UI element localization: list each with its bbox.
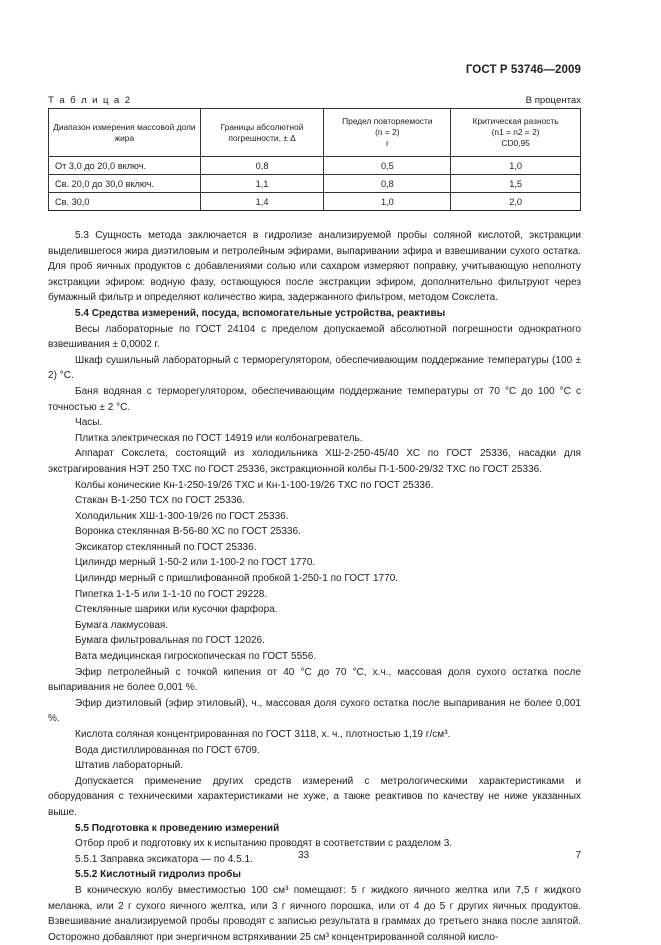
col-header-critical-difference: Критическая разность (n1 = n2 = 2) CD0,95 bbox=[451, 109, 581, 157]
table-cell: 2,0 bbox=[451, 193, 581, 211]
page-number: 33 bbox=[298, 850, 310, 861]
paragraph: Вата медицинская гигроскопическая по ГОСТ 5556. bbox=[75, 651, 317, 663]
paragraph: Эфир диэтиловый (эфир этиловый), ч., массовая доля сухого остатка после выпаривания не более 0,001 %. bbox=[48, 697, 581, 725]
table-cell: 1,4 bbox=[200, 193, 324, 211]
col-header-error: Границы абсолютной погрешности, ± Δ bbox=[200, 109, 324, 157]
table-cell: 0,5 bbox=[324, 157, 451, 175]
paragraph: Штатив лабораторный. bbox=[75, 760, 183, 772]
paragraph: В коническую колбу вместимостью 100 см³ помещают: 5 г жидкого яичного желтка или 7,5 г жидкого меланжа, или 2 г сухого яичного желтка, или 3 г яичного порошка, или от 4 до 5 г других яичных продуктов. Взвешивание анализируемой пробы проводят с записью результата в граммах до третьего знака после запятой. Осторожно добавляют при энергичном встряхивании 25 см³ концентрированной соляной кисло- bbox=[48, 884, 581, 943]
table-caption: Т а б л и ц а 2 bbox=[48, 95, 132, 106]
table-cell: От 3,0 до 20,0 включ. bbox=[49, 157, 201, 175]
table-cell: Св. 20,0 до 30,0 включ. bbox=[49, 175, 201, 193]
table-row bbox=[49, 175, 581, 193]
paragraph: Весы лабораторные по ГОСТ 24104 с пределом допускаемой абсолютной погрешности однократного взвешивания ± 0,0002 г. bbox=[48, 323, 581, 351]
paragraph: Баня водяная с терморегулятором, обеспечивающим поддержание температуры от 70 °С до 100 °С с точностью ± 2 °С. bbox=[48, 385, 581, 413]
paragraph: Кислота соляная концентрированная по ГОСТ 3118, х. ч., плотностью 1,19 г/см³. bbox=[75, 729, 451, 740]
col-header-range: Диапазон измерения массовой доли жира bbox=[49, 109, 201, 157]
table-cell: 1,1 bbox=[200, 175, 324, 193]
paragraph: 5.5.1 Заправка эксикатора — по 4.5.1. bbox=[75, 853, 253, 865]
table-cell: 0,8 bbox=[200, 157, 324, 175]
paragraph: Пипетка 1-1-5 или 1-1-10 по ГОСТ 29228. bbox=[75, 588, 268, 600]
table-cell: 1,5 bbox=[451, 175, 581, 193]
paragraph: Стеклянные шарики или кусочки фарфора. bbox=[75, 604, 278, 616]
paragraph: Эксикатор стеклянный по ГОСТ 25336. bbox=[75, 541, 257, 553]
paragraph: Плитка электрическая по ГОСТ 14919 или колбонагреватель. bbox=[75, 432, 363, 444]
paragraph: Вода дистиллированная по ГОСТ 6709. bbox=[75, 744, 260, 756]
paragraph: Бумага лакмусовая. bbox=[75, 619, 169, 631]
paragraph: Бумага фильтровальная по ГОСТ 12026. bbox=[75, 635, 265, 647]
table-cell: 0,8 bbox=[324, 175, 451, 193]
table-row bbox=[49, 157, 581, 175]
table-cell: 1,0 bbox=[451, 157, 581, 175]
col-header-repeatability: Предел повторяемости (n = 2) r bbox=[324, 109, 451, 157]
section-heading: 5.5.2 Кислотный гидролиз пробы bbox=[75, 869, 241, 881]
section-heading: 5.5 Подготовка к проведению измерений bbox=[75, 822, 280, 834]
paragraph: Шкаф сушильный лабораторный с терморегулятором, обеспечивающим поддержание температуры (100 ± 2) °С. bbox=[48, 354, 581, 382]
document-code: ГОСТ Р 53746—2009 bbox=[465, 64, 581, 76]
table-cell: 1,0 bbox=[324, 193, 451, 211]
paragraph: Колбы конические Кн-1-250-19/26 ТХС и Кн-1-100-19/26 ТХС по ГОСТ 25336. bbox=[75, 479, 434, 491]
paragraph: Цилиндр мерный с пришлифованной пробкой 1-250-1 по ГОСТ 1770. bbox=[75, 573, 399, 585]
page-number-section: 7 bbox=[575, 850, 581, 861]
table-cell: Св. 30,0 bbox=[49, 193, 201, 211]
paragraph: Стакан В-1-250 ТСХ по ГОСТ 25336. bbox=[75, 495, 245, 507]
paragraph: Часы. bbox=[75, 417, 103, 429]
precision-table bbox=[48, 108, 581, 211]
body-text bbox=[48, 228, 581, 945]
paragraph: Воронка стеклянная В-56-80 ХС по ГОСТ 25336. bbox=[75, 526, 301, 538]
paragraph: Отбор проб и подготовку их к испытанию проводят в соответствии с разделом 3. bbox=[75, 838, 453, 850]
paragraph: Холодильник ХШ-1-300-19/26 по ГОСТ 25336. bbox=[75, 510, 289, 522]
paragraph: Допускается применение других средств измерений с метрологическими характеристиками и оборудования с техническими характеристиками не хуже, а также реактивов по качеству не ниже указанных выше. bbox=[48, 775, 581, 818]
paragraph: Цилиндр мерный 1-50-2 или 1-100-2 по ГОСТ 1770. bbox=[75, 557, 316, 569]
table-units: В процентах bbox=[525, 95, 581, 106]
paragraph: 5.3 Сущность метода заключается в гидролизе анализируемой пробы соляной кислотой, экстракции выделившегося жира диэтиловым и петролейным эфирами, выпаривании эфира и взвешивании сухого остатка. Для проб яичных продуктов с добавлениями солью или сахаром измеряют поправку, учитывающую неполноту экстракции эфиром: водную фазу, остающуюся после экстракции эфиром, дополнительно фильтруют через бумажный фильтр и определяют количество жира, задержанного фильтром, методом Сокслета. bbox=[48, 230, 581, 304]
paragraph: Аппарат Сокслета, состоящий из холодильника ХШ-2-250-45/40 ХС по ГОСТ 25336, насадки для экстрагирования НЭТ 250 ТХС по ГОСТ 25336, экстракционной колбы П-1-500-29/32 ТХС по ГОСТ 25336. bbox=[48, 448, 581, 475]
section-heading: 5.4 Средства измерений, посуда, вспомогательные устройства, реактивы bbox=[75, 307, 446, 319]
paragraph: Эфир петролейный с точкой кипения от 40 °С до 70 °С, х.ч., массовая доля сухого остатка после выпаривания не более 0,001 %. bbox=[48, 666, 581, 694]
table-row bbox=[49, 193, 581, 211]
